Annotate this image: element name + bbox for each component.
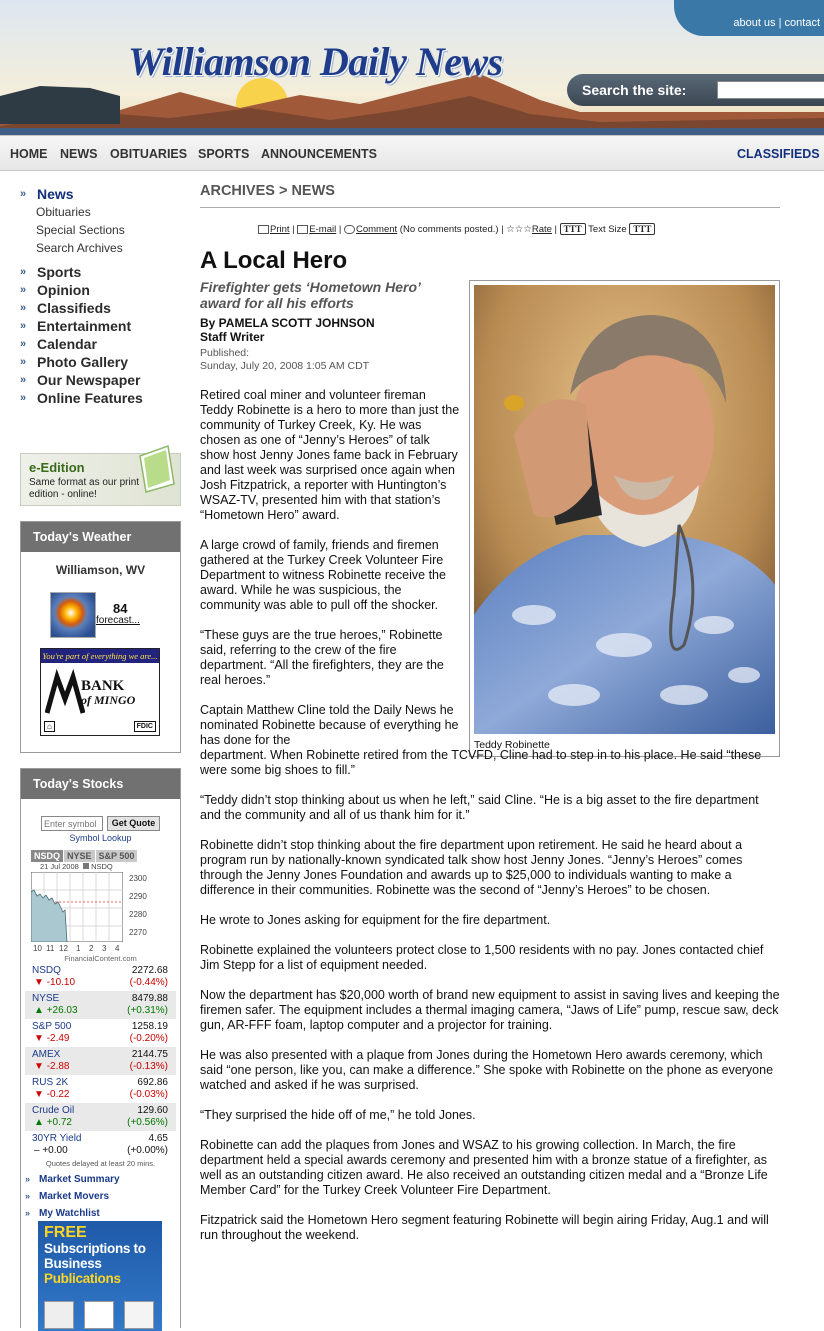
article-paragraph: “They surprised the hide off of me,” he told Jones.	[200, 1108, 476, 1122]
quote-change-value: -2.49	[46, 1033, 70, 1044]
my-watchlist-link[interactable]	[25, 1208, 100, 1219]
subsection-search-archives[interactable]: Search Archives	[36, 241, 123, 255]
top-links-separator: |	[778, 17, 782, 29]
article-headline: A Local Hero	[200, 247, 348, 274]
author-role: Staff Writer	[200, 330, 265, 344]
get-quote-button[interactable]: Get Quote	[107, 816, 160, 831]
free-ad-text	[44, 1241, 156, 1286]
nav-obituaries[interactable]: OBITUARIES	[110, 147, 188, 161]
down-arrow-icon: ▼	[34, 1089, 44, 1100]
symbol-lookup-link[interactable]: Symbol Lookup	[69, 833, 132, 843]
section-label: Online Features	[37, 390, 143, 406]
quote-change	[34, 1145, 68, 1156]
article-subhead: Firefighter gets ‘Hometown Hero’ award for all his efforts	[200, 279, 421, 311]
rating-stars-icon[interactable]: ☆☆☆	[506, 224, 532, 235]
nav-classifieds[interactable]: CLASSIFIEDS	[737, 147, 820, 161]
author-name: By PAMELA SCOTT JOHNSON	[200, 316, 375, 330]
free-ad-line3: Publications	[44, 1271, 121, 1286]
quote-value: 8479.88	[131, 993, 168, 1004]
section-online-features[interactable]	[20, 390, 182, 408]
quote-percent: (-0.44%)	[129, 977, 168, 988]
quote-row-nyse[interactable]	[25, 991, 176, 1019]
section-label: Calendar	[37, 336, 97, 352]
chart-source: FinancialContent.com	[64, 954, 137, 963]
section-nav	[20, 186, 182, 408]
down-arrow-icon: ▼	[34, 1061, 44, 1072]
chevron-right-icon: »	[25, 1174, 31, 1184]
quote-value: 2144.75	[131, 1049, 168, 1060]
article-paragraph: Fitzpatrick said the Hometown Hero segment featuring Robinette will begin airing Friday, Aug.1 and will run throughout the weekend.	[200, 1213, 769, 1242]
chart-date-text: 21 Jul 2008	[40, 862, 79, 871]
quote-row-crude-oil[interactable]	[25, 1103, 176, 1131]
article-paragraph: Robinette didn’t stop thinking about the fire department upon retirement. He said he heard about a program run by nationally-known syndicated talk show host Jenny Jones. “Jenny’s Heroes” comes through the Jenny Jones Foundation and awards up to $25,000 to individuals wanting to make a difference in their communities. Robinette was the second of “Jenny’s Heroes” to be chosen.	[200, 838, 743, 897]
text-smaller-icon[interactable]: TTT	[560, 223, 586, 235]
quote-change-value: +0.72	[46, 1117, 72, 1128]
chevron-right-icon: »	[20, 188, 27, 200]
chart-legend-label: NSDQ	[91, 862, 113, 871]
x-tick: 3	[102, 944, 107, 953]
breadcrumb[interactable]: ARCHIVES > NEWS	[200, 183, 780, 208]
x-tick: 4	[115, 944, 120, 953]
y-tick: 2270	[129, 928, 147, 937]
free-ad-line1: Subscriptions to	[44, 1241, 146, 1256]
chart-plot	[31, 872, 123, 942]
chevron-right-icon: »	[25, 1208, 31, 1218]
envelope-icon[interactable]	[297, 225, 308, 234]
newspaper-page-icon	[134, 444, 176, 494]
quote-change	[34, 1117, 72, 1128]
section-label: Opinion	[37, 282, 90, 298]
about-us-link[interactable]: about us	[733, 17, 776, 29]
text-size-label: Text Size	[588, 224, 627, 235]
market-movers-link[interactable]	[25, 1191, 109, 1202]
stocks-header: Today's Stocks	[21, 769, 180, 799]
article-paragraph-part: department. When Robinette retired from the TCVFD, Cline had to step in to his place. He said “these were some big shoes to fill.”	[200, 748, 762, 777]
published-date: Sunday, July 20, 2008 1:05 AM CDT	[200, 360, 370, 372]
tab-nsdq[interactable]: NSDQ	[31, 850, 63, 862]
x-tick: 2	[89, 944, 94, 953]
symbol-input[interactable]	[41, 816, 103, 831]
article-paragraph: Retired coal miner and volunteer fireman Teddy Robinette is a hero to more than just the community of Turkey Creek, Ky. He was chosen as one of “Jenny’s Heroes” of talk show host Jenny Jones fame back in February and last week was surprised once again when Josh Fitzpatrick, a reporter with Huntington’s WSAZ-TV, presented him with that station’s “Hometown Hero” award.	[200, 388, 460, 522]
quote-change-value: +0.00	[42, 1145, 68, 1156]
quote-percent: (-0.03%)	[129, 1089, 168, 1100]
subsection-obituaries[interactable]: Obituaries	[36, 205, 91, 219]
quote-row-nsdq[interactable]	[25, 963, 176, 991]
quote-name: S&P 500	[32, 1021, 72, 1032]
fdic-badge: FDIC	[134, 721, 156, 732]
article-paragraph: “Teddy didn’t stop thinking about us when he left,” said Cline. “He is a big asset to the fire department and the community and all of us thank him for it.”	[200, 793, 759, 822]
quote-change	[34, 977, 75, 988]
stocks-widget	[20, 768, 181, 1328]
quote-change	[34, 1089, 69, 1100]
bank-name	[81, 679, 135, 707]
article-column	[200, 183, 780, 1242]
article-paragraph: Robinette explained the volunteers protect close to 1,500 residents with no pay. Jones contacted chief Jim Stepp for a list of equipment needed.	[200, 943, 764, 972]
article-paragraph: A large crowd of family, friends and firemen gathered at the Turkey Creek Volunteer Fire Department to witness Robinette receive the award. While he was suspicious, the community was able to pull off the shocker.	[200, 538, 446, 612]
top-links	[674, 0, 824, 36]
speech-bubble-icon[interactable]	[344, 225, 355, 234]
quote-change	[34, 1033, 69, 1044]
quotes-delay-note: Quotes delayed at least 20 mins.	[45, 1159, 156, 1168]
weather-widget	[20, 521, 181, 753]
article-paragraph: He was also presented with a plaque from Jones during the Hometown Hero awards ceremony, which said “one person, like you, can make a difference.” She spoke with Robinette on the phone as everyone watched and asked if he was surprised.	[200, 1048, 774, 1092]
section-label: Our Newspaper	[37, 372, 141, 388]
site-logo[interactable]: Williamson Daily News	[128, 39, 503, 84]
market-summary-link[interactable]	[25, 1174, 120, 1185]
quote-row-sp500[interactable]	[25, 1019, 176, 1047]
y-tick: 2280	[129, 910, 147, 919]
y-tick: 2300	[129, 874, 147, 883]
article-paragraph: “These guys are the true heroes,” Robinette said, referring to the crew of the fire department. “All the firefighters, they are the real heroes.”	[200, 628, 444, 687]
quote-row-amex[interactable]	[25, 1047, 176, 1075]
chevron-right-icon: »	[20, 284, 27, 296]
up-arrow-icon: ▲	[34, 1117, 44, 1128]
market-link-label: Market Movers	[39, 1191, 110, 1202]
chevron-right-icon: »	[20, 338, 27, 350]
chevron-right-icon: »	[20, 356, 27, 368]
e-edition-text: Same format as our print edition - online!	[29, 477, 140, 500]
masthead	[0, 0, 824, 135]
quote-name: RUS 2K	[32, 1077, 69, 1088]
quote-name: NSDQ	[32, 965, 61, 976]
section-label: Sports	[37, 264, 82, 280]
magazine-thumbnail	[124, 1301, 154, 1329]
free-ad-line2: Business	[44, 1256, 102, 1271]
section-sports[interactable]	[20, 264, 182, 282]
published-label: Published:	[200, 347, 250, 359]
bank-name-line1: BANK	[81, 678, 125, 694]
e-edition-promo[interactable]	[20, 453, 181, 506]
quote-percent: (-0.20%)	[129, 1033, 168, 1044]
search-label: Search the site:	[582, 82, 687, 98]
article-body	[200, 388, 780, 1258]
magazine-thumbnails	[44, 1299, 156, 1329]
x-tick: 11	[46, 944, 55, 953]
section-photo-gallery[interactable]	[20, 354, 182, 372]
section-label: Photo Gallery	[37, 354, 129, 370]
rate-link[interactable]: Rate	[531, 224, 552, 235]
quote-change-value: -2.88	[46, 1061, 70, 1072]
article-paragraph	[200, 703, 780, 778]
section-classifieds[interactable]	[20, 300, 182, 318]
contact-link[interactable]: contact	[784, 17, 820, 29]
subsection-special-sections[interactable]: Special Sections	[36, 223, 125, 237]
section-our-newspaper[interactable]	[20, 372, 182, 390]
bank-ad-tagline: You're part of everything we are...	[42, 651, 158, 661]
market-link-label: My Watchlist	[39, 1208, 100, 1219]
bank-logo-mark	[45, 669, 85, 715]
article-paragraph: Robinette can add the plaques from Jones and WSAZ to his growing collection. In March, the fire department held a special awards ceremony and presented him with a bronze statue of a firefighter, as well as an outstanding citizen award. He also received an outstanding citizen medal and a “Bronze Life Member Card” for the Turkey Creek Volunteer Fire Department.	[200, 1138, 768, 1197]
market-tabs	[31, 846, 138, 859]
section-label: Entertainment	[37, 318, 132, 334]
chevron-right-icon: »	[25, 1191, 31, 1201]
quote-percent: (+0.00%)	[127, 1145, 168, 1156]
quote-name: NYSE	[32, 993, 60, 1004]
weather-header: Today's Weather	[21, 522, 180, 552]
quote-name: AMEX	[32, 1049, 61, 1060]
quote-change	[34, 1005, 78, 1016]
chevron-right-icon: »	[20, 374, 27, 386]
weather-city: Williamson, WV	[55, 563, 146, 577]
quote-value: 2272.68	[131, 965, 168, 976]
chart-date	[40, 862, 113, 871]
photo-caption: Teddy Robinette	[474, 739, 550, 751]
sun-weather-icon	[50, 592, 96, 638]
nav-home[interactable]: HOME	[10, 147, 48, 161]
chevron-right-icon: »	[20, 266, 27, 278]
article-tools: Print | E-mail | Comment (No comments posted.) | ☆☆☆Rate | TTT Text Size TTT	[258, 223, 655, 235]
y-tick: 2290	[129, 892, 147, 901]
chevron-right-icon: »	[20, 302, 27, 314]
tab-nyse[interactable]: NYSE	[64, 850, 95, 862]
tab-sp500[interactable]: S&P 500	[96, 850, 138, 862]
quote-row-30yr-yield[interactable]	[25, 1131, 176, 1159]
publish-info	[200, 347, 369, 373]
quote-value: 1258.19	[131, 1021, 168, 1032]
bank-of-mingo-ad[interactable]	[40, 648, 160, 736]
printer-icon[interactable]	[258, 225, 269, 234]
quote-name: Crude Oil	[32, 1105, 75, 1116]
section-entertainment[interactable]	[20, 318, 182, 336]
article-paragraph: He wrote to Jones asking for equipment for the fire department.	[200, 913, 551, 927]
section-opinion[interactable]	[20, 282, 182, 300]
quote-percent: (-0.13%)	[129, 1061, 168, 1072]
email-link[interactable]: E-mail	[309, 224, 337, 235]
byline	[200, 316, 375, 344]
search-input[interactable]	[717, 81, 824, 99]
free-subscriptions-ad[interactable]	[38, 1221, 162, 1331]
nav-announcements[interactable]: ANNOUNCEMENTS	[261, 147, 377, 161]
quote-change-value: -10.10	[46, 977, 76, 988]
magazine-thumbnail	[44, 1301, 74, 1329]
quote-percent: (+0.31%)	[127, 1005, 168, 1016]
section-label: Classifieds	[37, 300, 111, 316]
chart-legend-swatch	[83, 863, 89, 869]
x-tick: 10	[33, 944, 42, 953]
main-nav	[0, 135, 824, 171]
down-arrow-icon: ▼	[34, 977, 44, 988]
chevron-right-icon: »	[20, 320, 27, 332]
flat-dash-icon: –	[34, 1145, 40, 1156]
quote-value: 692.86	[137, 1077, 168, 1088]
comment-link[interactable]: Comment	[355, 224, 398, 235]
magazine-thumbnail	[84, 1301, 114, 1329]
section-label: News	[37, 186, 74, 202]
chevron-right-icon: »	[20, 392, 27, 404]
quote-change	[34, 1061, 69, 1072]
nav-news[interactable]: NEWS	[60, 147, 98, 161]
x-tick: 12	[59, 944, 68, 953]
nav-sports[interactable]: SPORTS	[198, 147, 250, 161]
quote-row-rus2k[interactable]	[25, 1075, 176, 1103]
up-arrow-icon: ▲	[34, 1005, 44, 1016]
text-larger-icon[interactable]: TTT	[629, 223, 655, 235]
section-calendar[interactable]	[20, 336, 182, 354]
free-ad-headline: FREE	[44, 1224, 87, 1241]
down-arrow-icon: ▼	[34, 1033, 44, 1044]
quote-name: 30YR Yield	[32, 1133, 82, 1144]
article-paragraph-part: Captain Matthew Cline told the Daily News he nominated Robinette because of everything he has done for the	[200, 703, 459, 747]
index-chart	[31, 860, 156, 960]
e-edition-title: e-Edition	[29, 460, 85, 475]
article-paragraph: Now the department has $20,000 worth of brand new equipment to assist in saving lives and keeping the firemen safer. The equipment includes a thermal imaging camera, “Jaws of Life” pump, rescue saw, deck gun, AR-FFF foam, laptop computer and a projector for training.	[200, 988, 780, 1032]
print-link[interactable]: Print	[270, 224, 290, 235]
x-tick: 1	[76, 944, 81, 953]
quote-change-value: -0.22	[46, 1089, 70, 1100]
quote-change-value: +26.03	[46, 1005, 78, 1016]
quote-value: 129.60	[137, 1105, 168, 1116]
section-news[interactable]	[20, 186, 182, 204]
market-link-label: Market Summary	[39, 1174, 120, 1185]
forecast-link[interactable]: forecast...	[96, 615, 140, 626]
quote-value: 4.65	[148, 1133, 168, 1144]
bank-name-line2: of MINGO	[81, 693, 136, 707]
weather-temperature: 84	[113, 601, 128, 616]
quote-percent: (+0.56%)	[127, 1117, 168, 1128]
comments-count: (No comments posted.)	[399, 224, 499, 235]
equal-housing-icon: ⌂	[44, 721, 55, 732]
site-search-bar	[567, 74, 824, 106]
